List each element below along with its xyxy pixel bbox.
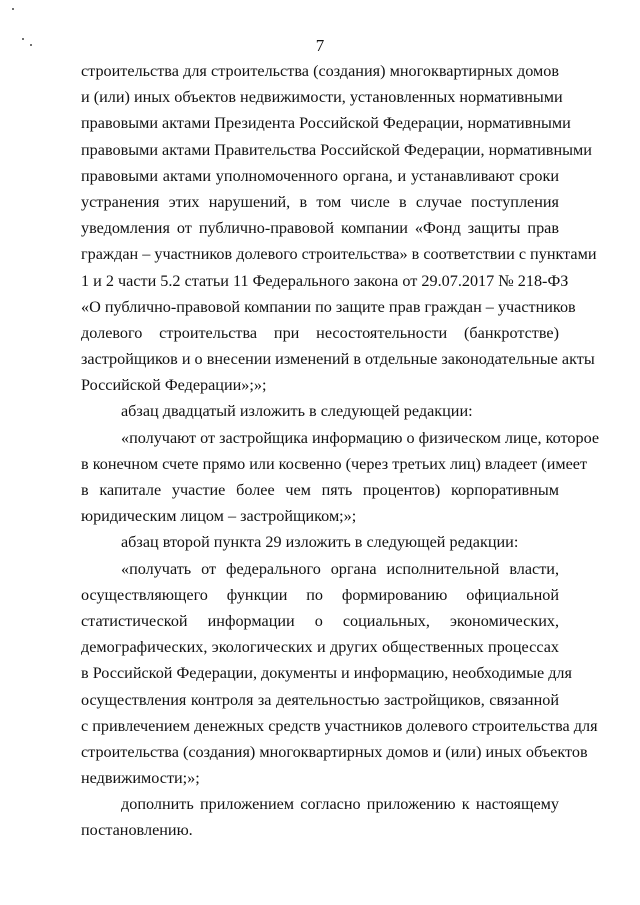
text-line: 1 и 2 части 5.2 статьи 11 Федерального закона от 29.07.2017 № 218-ФЗ [81, 271, 569, 290]
text-line: «О публично-правовой компании по защите прав граждан – участников [81, 297, 576, 316]
text-line: в конечном счете прямо или косвенно (через третьих лиц) владеет (имеет [81, 454, 588, 473]
text-line: статистической информации о социальных, экономических, [81, 611, 559, 630]
text-line: постановлению. [81, 821, 193, 840]
page-number: 7 [315, 36, 325, 55]
text-line: долевого строительства при несостоятельности (банкротстве) [81, 323, 559, 342]
paragraph [81, 398, 559, 424]
text-line: в капитале участие более чем пять процентов) корпоративным [81, 481, 559, 499]
scan-speck [12, 8, 14, 10]
text-line: строительства для строительства (создания) многоквартирных домов [81, 62, 559, 80]
text-line: правовыми актами Президента Российской Федерации, нормативными [81, 114, 571, 133]
paragraph [81, 529, 559, 555]
scan-speck [22, 38, 24, 40]
paragraph [81, 556, 598, 792]
text-line: правовыми актами Правительства Российской Федерации, нормативными [81, 140, 592, 159]
text-line: и (или) иных объектов недвижимости, установленных нормативными [81, 88, 563, 107]
text-line: осуществления контроля за деятельностью застройщиков, связанной [81, 690, 559, 709]
text-line: граждан – участников долевого строительства» в соответствии с пунктами [81, 245, 597, 264]
text-line: недвижимости;»; [81, 769, 200, 788]
scan-speck [30, 44, 32, 46]
text-line: с привлечением денежных средств участников долевого строительства для [81, 716, 598, 735]
document-body [81, 58, 600, 844]
paragraph [81, 791, 559, 843]
text-line: абзац двадцатый изложить в следующей редакции: [121, 402, 473, 421]
text-line: осуществляющего функции по формированию официальной [81, 585, 559, 604]
text-line: юридическим лицом – застройщиком;»; [81, 507, 357, 526]
text-line: Российской Федерации»;»; [81, 376, 267, 395]
paragraph [81, 425, 600, 530]
text-line: абзац второй пункта 29 изложить в следующей редакции: [121, 533, 519, 552]
text-line: дополнить приложением согласно приложению к настоящему [121, 795, 559, 814]
text-line: демографических, экологических и других общественных процессах [81, 638, 559, 657]
text-line: правовыми актами уполномоченного органа, и устанавливают сроки [81, 166, 559, 185]
text-line: уведомления от публично-правовой компании «Фонд защиты прав [81, 219, 559, 238]
text-line: «получать от федерального органа исполнительной власти, [121, 559, 559, 578]
text-line: в Российской Федерации, документы и информацию, необходимые для [81, 664, 572, 683]
text-line: строительства (создания) многоквартирных домов и (или) иных объектов [81, 742, 588, 761]
text-line: устранения этих нарушений, в том числе в случае поступления [81, 192, 559, 211]
text-line: застройщиков и о внесении изменений в отдельные законодательные акты [81, 350, 595, 369]
text-line: «получают от застройщика информацию о физическом лице, которое [121, 428, 600, 447]
paragraph [81, 58, 597, 398]
